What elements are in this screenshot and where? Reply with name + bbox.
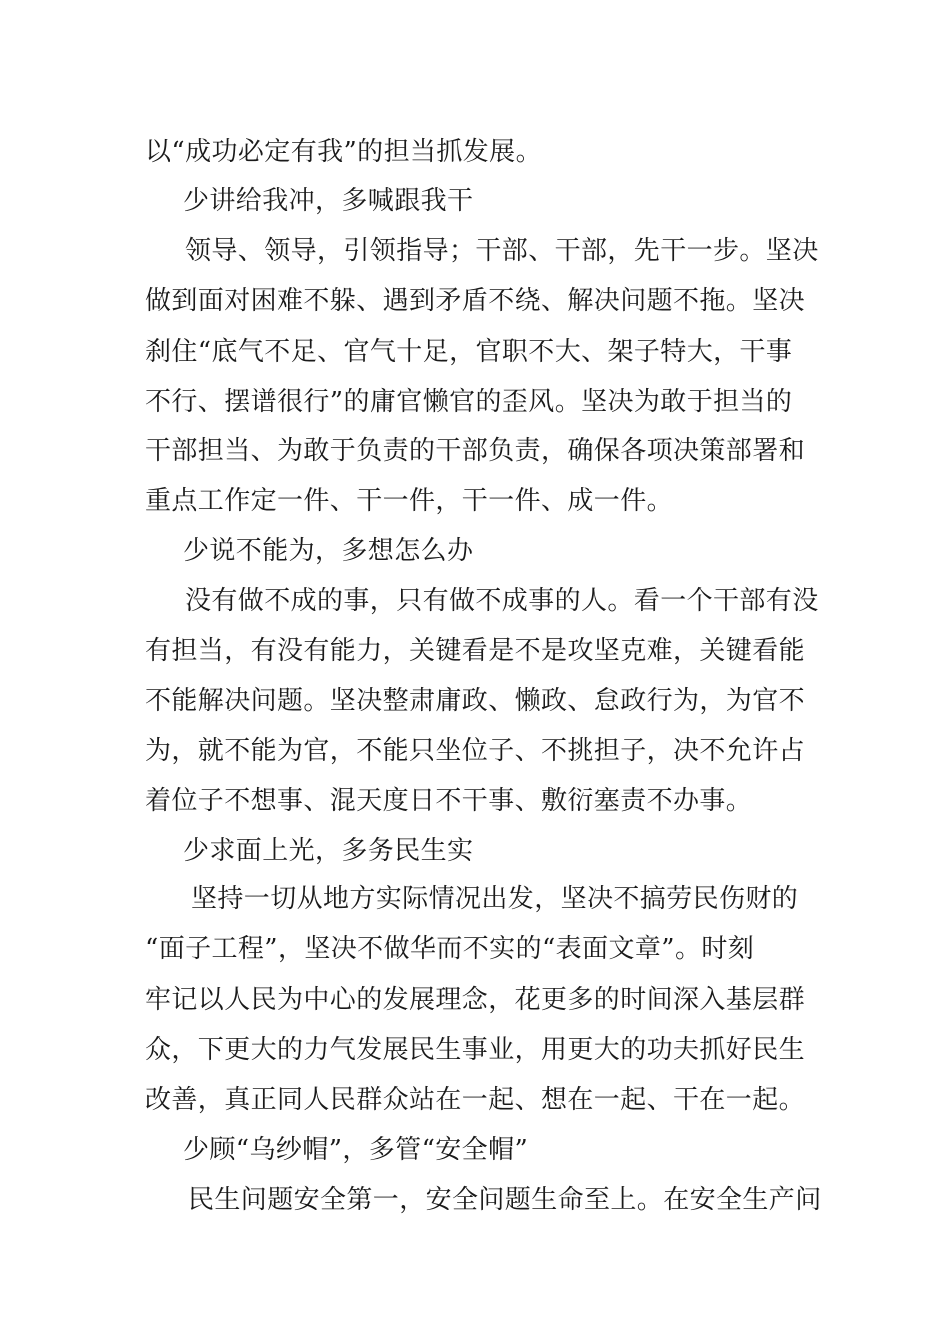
body-line: 做到面对困难不躲、遇到矛盾不绕、解决问题不拖。坚决 <box>145 286 806 316</box>
body-line: 改善，真正同人民群众站在一起、想在一起、干在一起。 <box>145 1085 806 1115</box>
body-line: 以“成功必定有我”的担当抓发展。 <box>145 137 542 167</box>
body-line: 着位子不想事、混天度日不干事、敷衍塞责不办事。 <box>145 786 753 816</box>
body-line: 不能解决问题。坚决整肃庸政、懒政、怠政行为，为官不 <box>145 686 806 716</box>
body-line: 坚持一切从地方实际情况出发，坚决不搞劳民伤财的 <box>191 884 799 914</box>
body-line: 干部担当、为敢于负责的干部负责，确保各项决策部署和 <box>145 436 806 466</box>
body-line: 领导、领导，引领指导；干部、干部，先干一步。坚决 <box>185 236 819 266</box>
body-line: 重点工作定一件、干一件，干一件、成一件。 <box>145 486 674 516</box>
body-line: 牢记以人民为中心的发展理念，花更多的时间深入基层群 <box>145 985 806 1015</box>
section-heading: 少说不能为，多想怎么办 <box>183 536 474 566</box>
body-line: “面子工程”，坚决不做华而不实的“表面文章”。时刻 <box>145 934 755 964</box>
body-line: 民生问题安全第一，安全问题生命至上。在安全生产问 <box>188 1185 822 1215</box>
section-heading: 少求面上光，多务民生实 <box>183 836 474 866</box>
body-line: 不行、摆谱很行”的庸官懒官的歪风。坚决为敢于担当的 <box>145 387 793 417</box>
section-heading: 少讲给我冲，多喊跟我干 <box>183 186 474 216</box>
body-line: 刹住“底气不足、官气十足，官职不大、架子特大，干事 <box>145 337 793 367</box>
body-line: 众，下更大的力气发展民生事业，用更大的功夫抓好民生 <box>145 1035 806 1065</box>
section-heading: 少顾“乌纱帽”，多管“安全帽” <box>183 1135 529 1165</box>
body-line: 为，就不能为官，不能只坐位子、不挑担子，决不允许占 <box>145 736 806 766</box>
body-line: 有担当，有没有能力，关键看是不是攻坚克难，关键看能 <box>145 636 806 666</box>
body-line: 没有做不成的事，只有做不成事的人。看一个干部有没 <box>185 586 819 616</box>
